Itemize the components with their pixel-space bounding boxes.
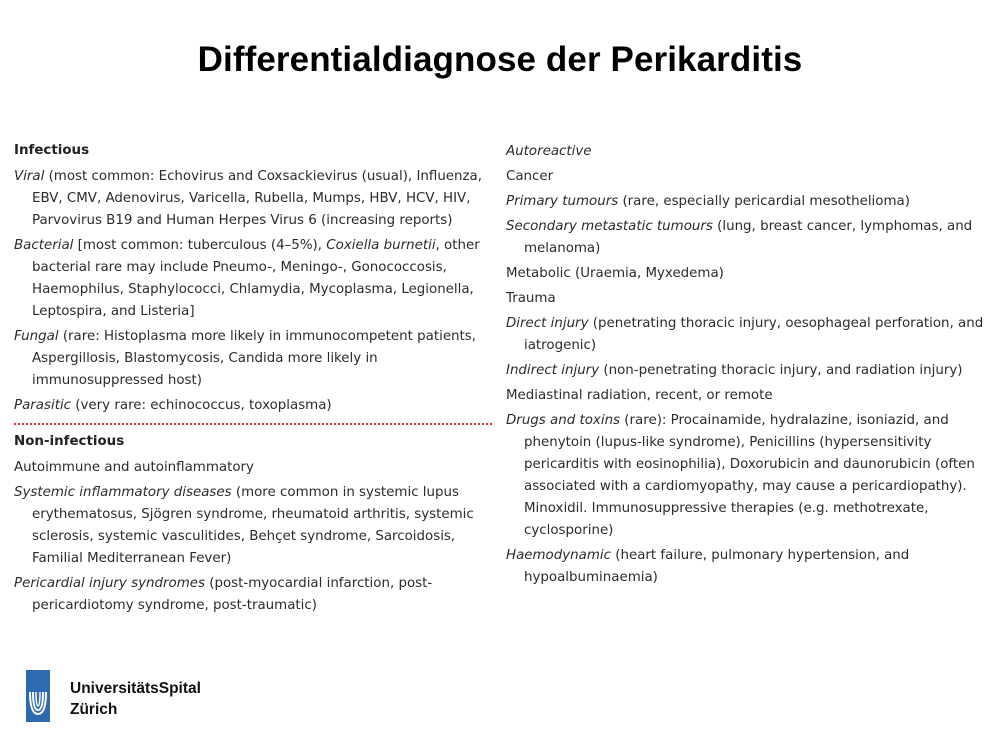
list-item — [14, 457, 492, 479]
list-item — [506, 545, 988, 589]
entry-term: Primary tumours — [506, 194, 619, 209]
entry-term-secondary: Coxiella burnetii — [326, 238, 436, 253]
entry-text: (heart failure, pulmonary hypertension, and hypoalbuminaemia) — [524, 548, 910, 585]
entry-text: (most common: Echovirus and Coxsackievirus (usual), Influenza, EBV, CMV, Adenovirus, Varicella, Rubella, Mumps, HBV, HCV, HIV, Parvovirus B19 and Human Herpes Virus 6 (increasing reports) — [32, 169, 483, 228]
entry-text-secondary: , other bacterial rare may include Pneumo-, Meningo-, Gonococcosis, Haemophilus, Staphylococci, Chlamydia, Mycoplasma, Legionella, Leptospira, and Listeria] — [32, 238, 480, 319]
entry-term: Pericardial injury syndromes — [14, 576, 205, 591]
list-item — [506, 216, 988, 260]
list-item — [14, 573, 492, 617]
list-item — [506, 410, 988, 542]
section-heading-infectious: Infectious — [14, 143, 90, 158]
entry-text: Mediastinal radiation, recent, or remote — [506, 388, 773, 403]
list-item — [506, 385, 988, 407]
entry-term: Bacterial — [14, 238, 74, 253]
entry-term: Fungal — [14, 329, 59, 344]
list-item — [506, 166, 988, 188]
entry-text: Cancer — [506, 169, 554, 184]
list-item — [506, 141, 988, 163]
entry-text: (non-penetrating thoracic injury, and radiation injury) — [599, 363, 963, 378]
entry-term: Viral — [14, 169, 45, 184]
entry-term: Autoreactive — [506, 144, 592, 159]
entry-text: Trauma — [506, 291, 556, 306]
entry-text: (more common in systemic lupus erythematosus, Sjögren syndrome, rheumatoid arthritis, systemic sclerosis, systemic vasculitides, Behçet syndrome, Sarcoidosis, Familial Mediterranean Fever) — [32, 485, 474, 566]
list-item — [14, 482, 492, 570]
section-heading-noninfectious: Non-infectious — [14, 434, 125, 449]
entry-text: (very rare: echinococcus, toxoplasma) — [71, 398, 332, 413]
entry-term: Parasitic — [14, 398, 72, 413]
list-item — [14, 395, 492, 417]
right-column — [506, 141, 988, 592]
list-item — [506, 288, 988, 310]
page-title: Differentialdiagnose der Perikarditis — [197, 40, 803, 79]
entry-term: Secondary metastatic tumours — [506, 219, 713, 234]
list-item — [506, 263, 988, 285]
logo-line-1: UniversitätsSpital — [70, 680, 201, 697]
logo-line-2: Zürich — [70, 701, 118, 718]
entry-term: Systemic inflammatory diseases — [14, 485, 232, 500]
entry-text: Autoimmune and autoinflammatory — [14, 460, 254, 475]
left-column — [14, 140, 492, 620]
entry-term: Indirect injury — [506, 363, 600, 378]
entry-text: (rare, especially pericardial mesothelioma) — [618, 194, 910, 209]
list-item — [14, 166, 492, 232]
entry-text: (penetrating thoracic injury, oesophageal perforation, and iatrogenic) — [524, 316, 984, 353]
entry-term: Direct injury — [506, 316, 589, 331]
list-item — [14, 326, 492, 392]
list-item — [506, 360, 988, 382]
entry-term: Drugs and toxins — [506, 413, 621, 428]
logo — [26, 670, 226, 726]
entry-text: Metabolic (Uraemia, Myxedema) — [506, 266, 724, 281]
list-item — [506, 313, 988, 357]
entry-text: [most common: tuberculous (4–5%), — [73, 238, 327, 253]
list-item — [14, 235, 492, 323]
entry-term: Haemodynamic — [506, 548, 611, 563]
dotted-divider — [14, 423, 492, 425]
entry-text: (post-myocardial infarction, post-pericardiotomy syndrome, post-traumatic) — [32, 576, 433, 613]
list-item — [506, 191, 988, 213]
logo-text — [70, 678, 201, 720]
entry-text: (rare): Procainamide, hydralazine, isoniazid, and phenytoin (lupus-like syndrome), Penicillins (hypersensitivity pericarditis with eosinophilia), Doxorubicin and daunorubicin (often associated with a cardiomyopathy, may cause a pericardiopathy). Minoxidil. Immunosuppressive therapies (e.g. methotrexate, cyclosporine) — [524, 413, 975, 538]
entry-text: (lung, breast cancer, lymphomas, and melanoma) — [524, 219, 973, 256]
entry-text: (rare: Histoplasma more likely in immunocompetent patients, Aspergillosis, Blastomycosis, Candida more likely in immunosuppressed host) — [32, 329, 477, 388]
logo-mark-icon — [26, 670, 50, 722]
